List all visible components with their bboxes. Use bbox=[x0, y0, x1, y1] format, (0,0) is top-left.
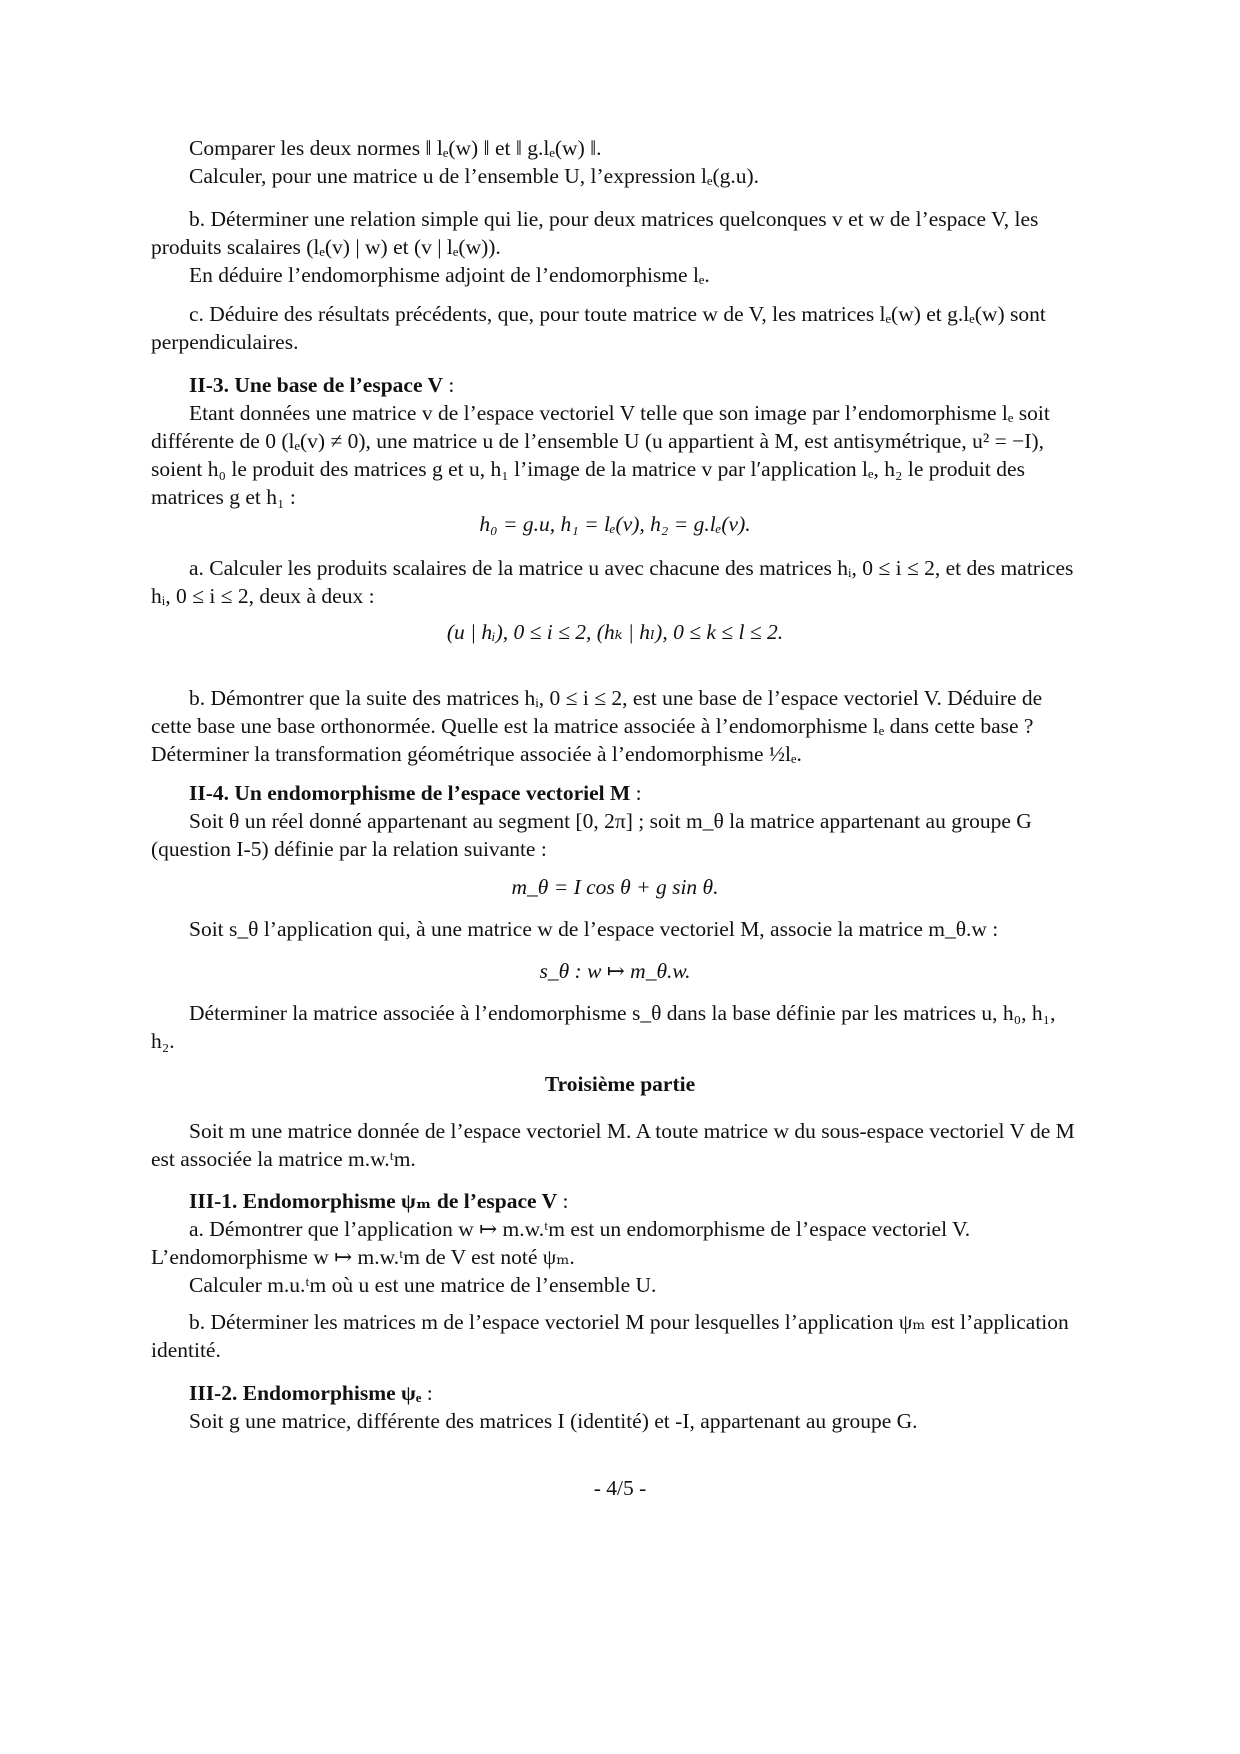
paragraph: Etant données une matrice v de l’espace vectoriel V telle que son image par l’endomorphisme lₑ soit différente de 0 (lₑ(v) ≠ 0), une matrice u de l’ensemble U (u appartient à M, est antisymétrique, u² = −I), soient h₀ le produit des matrices g et u, h₁ l’image de la matrice v par l′application lₑ, h₂ le produit des matrices g et h₁ : bbox=[151, 401, 1050, 509]
question-b-block bbox=[151, 684, 1079, 768]
paragraph-block bbox=[151, 999, 1079, 1055]
section-heading: III-2. Endomorphisme ψₑ : bbox=[189, 1381, 433, 1405]
question-b-block bbox=[151, 205, 1079, 289]
part3-intro bbox=[151, 1117, 1079, 1173]
paragraph: Calculer m.u.ᵗm où u est une matrice de l’ensemble U. bbox=[189, 1273, 657, 1297]
paragraph: b. Démontrer que la suite des matrices hᵢ, 0 ≤ i ≤ 2, est une base de l’espace vectoriel V. Déduire de cette base une base orthonormée. Quelle est la matrice associée à l’endomorphisme lₑ dans cette base ? Déterminer la transformation géométrique associée à l’endomorphisme ½lₑ. bbox=[151, 686, 1043, 766]
paragraph-block bbox=[151, 915, 1079, 943]
paragraph: c. Déduire des résultats précédents, que, pour toute matrice w de V, les matrices lₑ(w) et g.lₑ(w) sont perpendiculaires. bbox=[151, 302, 1046, 354]
paragraph: Soit m une matrice donnée de l’espace vectoriel M. A toute matrice w du sous-espace vectoriel V de M est associée la matrice m.w.ᵗm. bbox=[151, 1119, 1075, 1171]
paragraph: Calculer, pour une matrice u de l’ensemble U, l’expression lₑ(g.u). bbox=[189, 164, 760, 188]
paragraph: b. Déterminer les matrices m de l’espace vectoriel M pour lesquelles l’application ψₘ est l’application identité. bbox=[151, 1310, 1069, 1362]
section-heading: II-4. Un endomorphisme de l’espace vectoriel M : bbox=[189, 781, 642, 805]
paragraph: L’endomorphisme w ↦ m.w.ᵗm de V est noté ψₘ. bbox=[151, 1245, 575, 1269]
paragraph: a. Démontrer que l’application w ↦ m.w.ᵗm est un endomorphisme de l’espace vectoriel V. bbox=[189, 1217, 971, 1241]
paragraph: Comparer les deux normes ‖ lₑ(w) ‖ et ‖ g.lₑ(w) ‖. bbox=[189, 136, 602, 160]
equation: s_θ : w ↦ m_θ.w. bbox=[539, 959, 691, 983]
part-title: Troisième partie bbox=[544, 1072, 696, 1096]
question-a-block bbox=[151, 554, 1079, 610]
question-b-block bbox=[151, 1308, 1079, 1364]
section-III-1 bbox=[151, 1187, 1079, 1299]
equation: (u | hᵢ), 0 ≤ i ≤ 2, (hₖ | hₗ), 0 ≤ k ≤ l ≤ 2. bbox=[446, 620, 784, 644]
section-II-4 bbox=[151, 779, 1079, 863]
paragraph: a. Calculer les produits scalaires de la matrice u avec chacune des matrices hᵢ, 0 ≤ i ≤ 2, et des matrices hᵢ, 0 ≤ i ≤ 2, deux à deux : bbox=[151, 556, 1074, 608]
equation: m_θ = I cos θ + g sin θ. bbox=[511, 875, 719, 899]
paragraph: Soit g une matrice, différente des matrices I (identité) et -I, appartenant au groupe G. bbox=[189, 1409, 918, 1433]
paragraph: Soit θ un réel donné appartenant au segment [0, 2π] ; soit m_θ la matrice appartenant au groupe G (question I-5) définie par la relation suivante : bbox=[151, 809, 1032, 861]
paragraph: En déduire l’endomorphisme adjoint de l’endomorphisme lₑ. bbox=[189, 263, 710, 287]
section-II-3 bbox=[151, 371, 1079, 511]
section-heading: III-1. Endomorphisme ψₘ de l’espace V : bbox=[189, 1189, 569, 1213]
page-number: - 4/5 - bbox=[593, 1476, 647, 1500]
paragraph: Soit s_θ l’application qui, à une matrice w de l’espace vectoriel M, associe la matrice m_θ.w : bbox=[189, 917, 999, 941]
section-heading: II-3. Une base de l’espace V : bbox=[189, 373, 455, 397]
paragraph: Déterminer la matrice associée à l’endomorphisme s_θ dans la base définie par les matrices u, h₀, h₁, h₂. bbox=[151, 1001, 1056, 1053]
equation: h₀ = g.u, h₁ = lₑ(v), h₂ = g.lₑ(v). bbox=[479, 512, 751, 536]
intro-block bbox=[151, 134, 1079, 190]
paragraph: b. Déterminer une relation simple qui lie, pour deux matrices quelconques v et w de l’espace V, les produits scalaires (lₑ(v) | w) et (v | lₑ(w)). bbox=[151, 207, 1039, 259]
section-III-2 bbox=[151, 1379, 1079, 1435]
question-c-block bbox=[151, 300, 1079, 356]
